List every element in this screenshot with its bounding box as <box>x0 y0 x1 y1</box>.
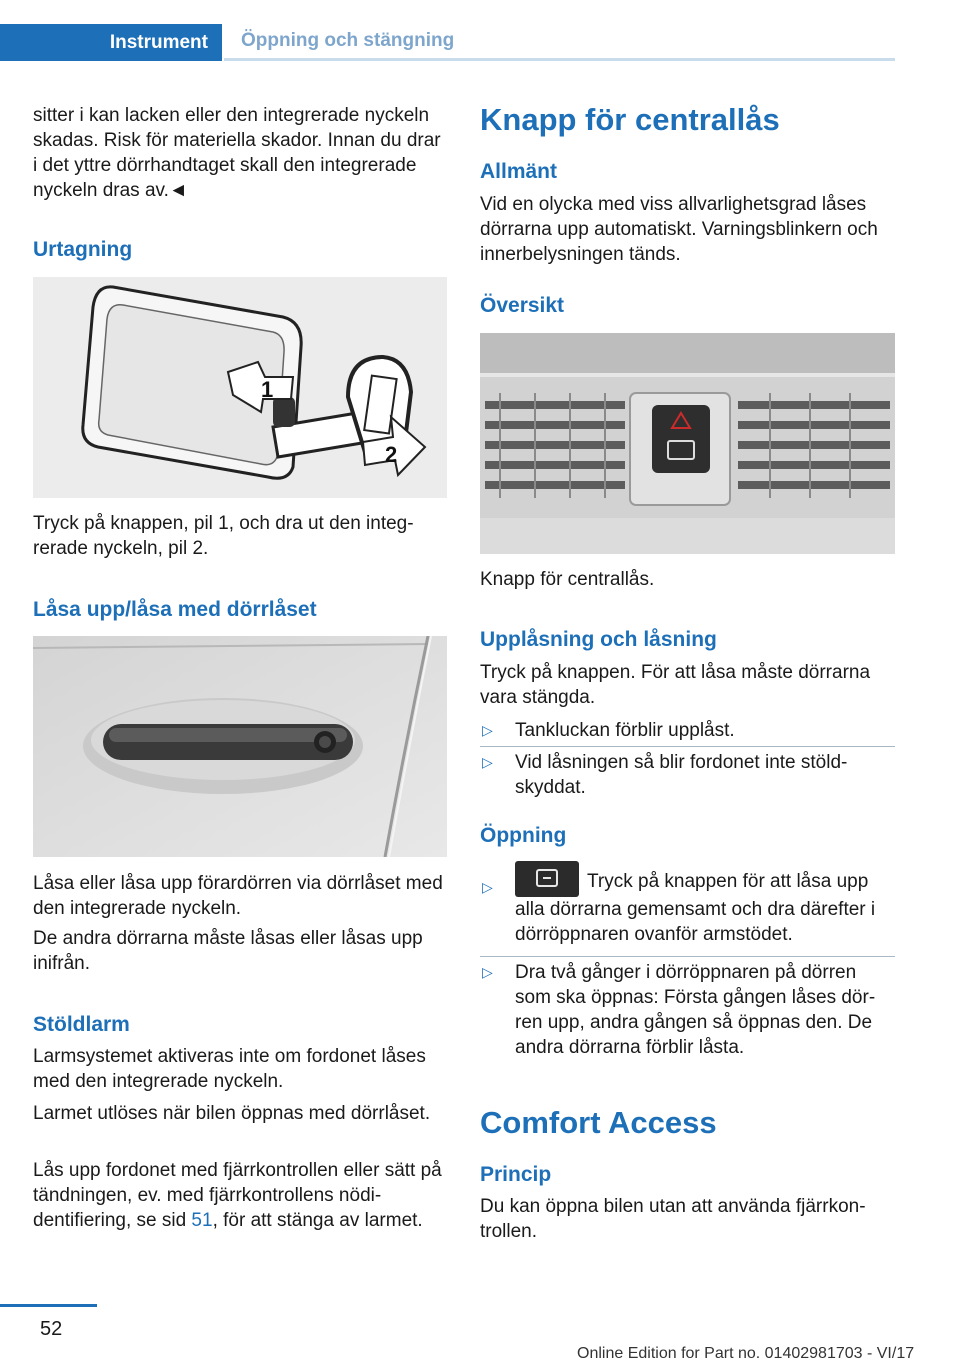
tab-instrument[interactable]: Instrument <box>0 24 222 61</box>
oppning-heading: Öppning <box>480 824 567 847</box>
door-handle-photo <box>33 636 447 857</box>
bullet-triangle-icon: ▷ <box>482 722 493 738</box>
allmant-text: Vid en olycka med viss allvarlighetsgrad låses dörrarna upp automatiskt. Varningsblinkern och innerbelysningen tänds. <box>480 194 878 265</box>
knapp-title: Knapp för centrallås <box>480 102 780 137</box>
lasa-text-2: De andra dörrarna måste låsas eller låsas upp inifrån. <box>33 928 423 974</box>
stold-text-2: Larmet utlöses när bilen öppnas med dörrlåset. <box>33 1103 431 1124</box>
key-fob-drawing <box>33 277 447 498</box>
stold-text-3-pre: Lås upp fordonet med fjärrkontrollen eller sätt på tändningen, ev. med fjärrkontrollens nödidentifiering, se sid <box>33 1160 442 1231</box>
stold-text-3 <box>33 1158 447 1233</box>
urtagning-heading: Urtagning <box>33 238 133 261</box>
upplasning-text: Tryck på knappen. För att låsa måste dörrarna vara stängda. <box>480 662 871 708</box>
princip-text: Du kan öppna bilen utan att använda fjärrkontrollen. <box>480 1196 866 1242</box>
key-removal-illustration <box>33 277 447 498</box>
bullet-divider <box>480 746 895 747</box>
stold-text-1: Larmsystemet aktiveras inte om fordonet låses med den integrerade nyckeln. <box>33 1046 426 1092</box>
bullet-triangle-icon: ▷ <box>482 754 493 770</box>
bullet-divider <box>480 956 895 957</box>
lasa-heading: Låsa upp/låsa med dörrlåset <box>33 598 317 621</box>
urtagning-caption: Tryck på knappen, pil 1, och dra ut den integrerade nyckeln, pil 2. <box>33 513 414 559</box>
footer-accent-line <box>0 1304 97 1307</box>
bullet-text <box>515 861 895 947</box>
tab-oppning-och-stangning[interactable]: Öppning och stängning <box>224 24 895 61</box>
allmant-heading: Allmänt <box>480 160 558 183</box>
stold-text-3-post: , för att stänga av larmet. <box>212 1210 423 1231</box>
bullet-stoldskyddat <box>480 750 895 800</box>
central-lock-photo <box>480 333 895 554</box>
header-tabs <box>0 24 895 61</box>
intro-paragraph: sitter i kan lacken eller den integrerade nyckeln skadas. Risk för materiella skador. Innan du drar i det yttre dörrhandtaget skall den integrerade nyckeln dras av.◄ <box>33 105 441 201</box>
door-unlock-button-icon <box>515 861 579 897</box>
bullet-text: Tankluckan förblir upplåst. <box>515 720 735 741</box>
bullet-tankluckan <box>480 718 895 743</box>
bullet-oppning-1 <box>480 861 895 947</box>
bullet-text: Vid låsningen så blir fordonet inte stöldskyddat. <box>515 752 848 798</box>
comfort-access-title: Comfort Access <box>480 1105 717 1140</box>
bullet-text: Dra två gånger i dörröppnaren på dörren som ska öppnas: Första gången låses dörren upp, andra gången så öppnas den. De andra dörrarna förblir låsta. <box>515 962 876 1058</box>
arrow-2-label: 2 <box>385 442 398 467</box>
oversikt-heading: Översikt <box>480 294 565 317</box>
bullet-oppning-2 <box>480 960 895 1060</box>
stold-heading: Stöldlarm <box>33 1013 130 1036</box>
page-number: 52 <box>40 1318 63 1340</box>
door-handle-drawing <box>33 636 447 857</box>
lasa-text-1: Låsa eller låsa upp förardörren via dörrlåset med den integrerade nyckeln. <box>33 873 443 919</box>
page-51-link[interactable]: 51 <box>191 1210 213 1231</box>
princip-heading: Princip <box>480 1163 552 1186</box>
bullet-triangle-icon: ▷ <box>482 879 493 895</box>
bullet-triangle-icon: ▷ <box>482 964 493 980</box>
oppning-bullet-1-text: Tryck på knappen för att låsa upp alla dörrarna gemensamt och dra därefter i dörröppnaren ovanför armstödet. <box>515 871 876 945</box>
upplasning-heading: Upplåsning och låsning <box>480 628 717 651</box>
vent-panel-drawing <box>480 333 895 554</box>
footer-edition: Online Edition for Part no. 01402981703 - VI/17 <box>577 1345 915 1362</box>
arrow-1-label: 1 <box>261 377 274 402</box>
oversikt-caption: Knapp för centrallås. <box>480 569 655 590</box>
